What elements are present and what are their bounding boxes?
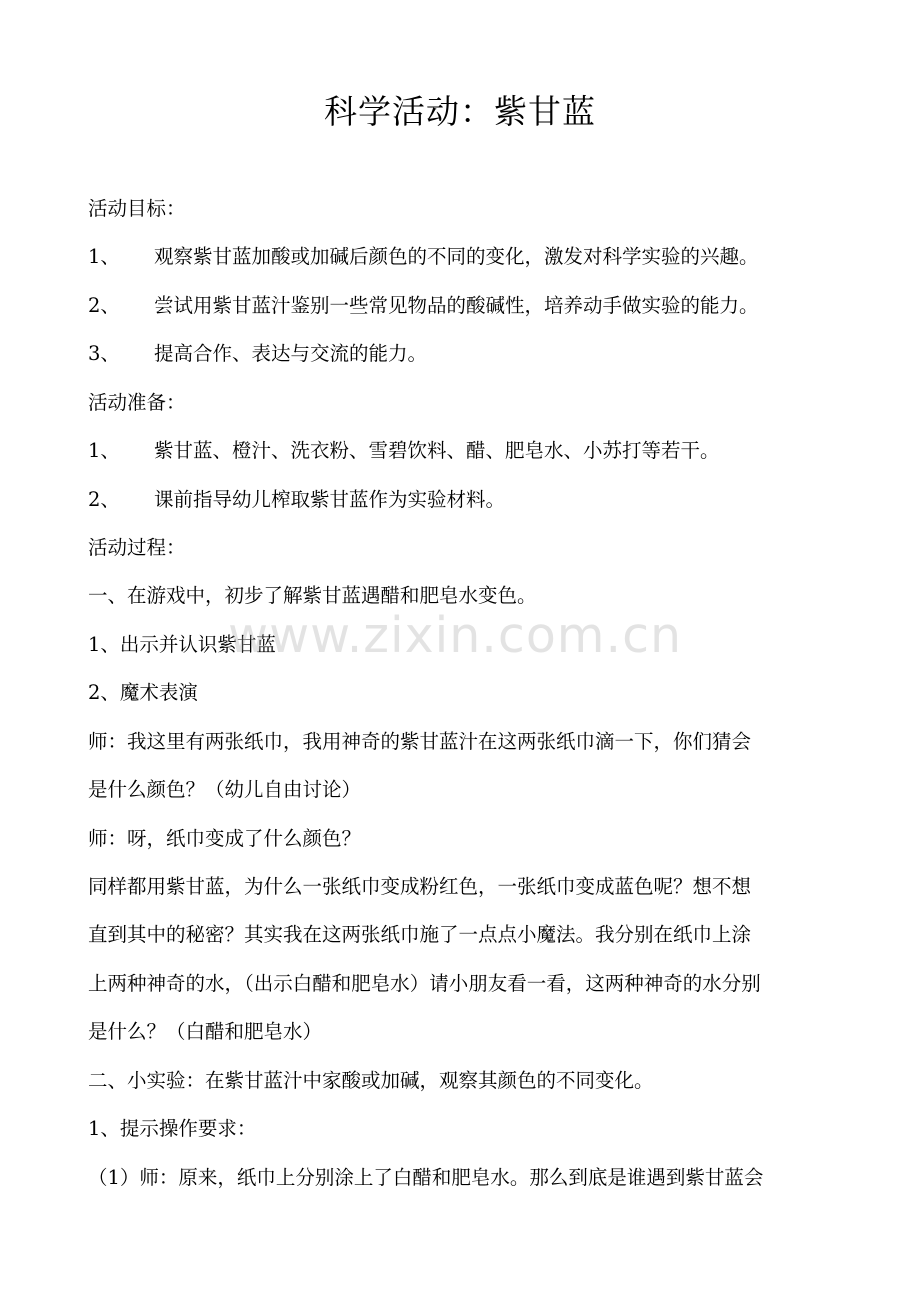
process-heading: 活动过程：: [88, 536, 186, 559]
goal-number: 2、: [88, 294, 120, 317]
process-step: 1、出示并认识紫甘蓝: [88, 633, 276, 656]
paragraph-line: 同样都用紫甘蓝，为什么一张纸巾变成粉红色，一张纸巾变成蓝色呢？想不想: [88, 875, 752, 898]
document-title: 科学活动：紫甘蓝: [324, 92, 596, 131]
goal-text: 观察紫甘蓝加酸或加碱后颜色的不同的变化，激发对科学实验的兴趣。: [154, 245, 759, 268]
prep-number: 2、: [88, 488, 120, 511]
paragraph-line: （1）师：原来，纸巾上分别涂上了白醋和肥皂水。那么到底是谁遇到紫甘蓝会: [88, 1166, 764, 1189]
goal-text: 提高合作、表达与交流的能力。: [154, 342, 428, 365]
prep-heading: 活动准备：: [88, 391, 186, 414]
prep-text: 课前指导幼儿榨取紫甘蓝作为实验材料。: [154, 488, 506, 511]
goal-item: [88, 292, 833, 320]
section-heading: 一、在游戏中，初步了解紫甘蓝遇醋和肥皂水变色。: [88, 584, 537, 607]
goal-text: 尝试用紫甘蓝汁鉴别一些常见物品的酸碱性，培养动手做实验的能力。: [154, 294, 759, 317]
paragraph-line: 师：呀，纸巾变成了什么颜色？: [88, 827, 362, 850]
prep-item: [88, 437, 833, 465]
goals-heading: 活动目标：: [88, 197, 186, 220]
paragraph-line: 上两种神奇的水，（出示白醋和肥皂水）请小朋友看一看，这两种神奇的水分别: [88, 972, 761, 995]
paragraph-line: 师：我这里有两张纸巾，我用神奇的紫甘蓝汁在这两张纸巾滴一下，你们猜会: [88, 730, 752, 753]
watermark: www.zixin.com.cn: [228, 607, 683, 664]
prep-text: 紫甘蓝、橙汁、洗衣粉、雪碧饮料、醋、肥皂水、小苏打等若干。: [154, 439, 720, 462]
goal-item: [88, 340, 833, 368]
goal-item: [88, 243, 833, 271]
process-step: 2、魔术表演: [88, 681, 198, 704]
goal-number: 1、: [88, 245, 120, 268]
prep-item: [88, 486, 833, 514]
prep-number: 1、: [88, 439, 120, 462]
section-heading: 二、小实验：在紫甘蓝汁中家酸或加碱，观察其颜色的不同变化。: [88, 1069, 654, 1092]
goal-number: 3、: [88, 342, 120, 365]
paragraph-line: 直到其中的秘密？其实我在这两张纸巾施了一点点小魔法。我分别在纸巾上涂: [88, 923, 752, 946]
process-step: 1、提示操作要求：: [88, 1117, 257, 1140]
paragraph-line: 是什么？（白醋和肥皂水）: [88, 1020, 323, 1043]
paragraph-line: 是什么颜色？（幼儿自由讨论）: [88, 778, 362, 801]
